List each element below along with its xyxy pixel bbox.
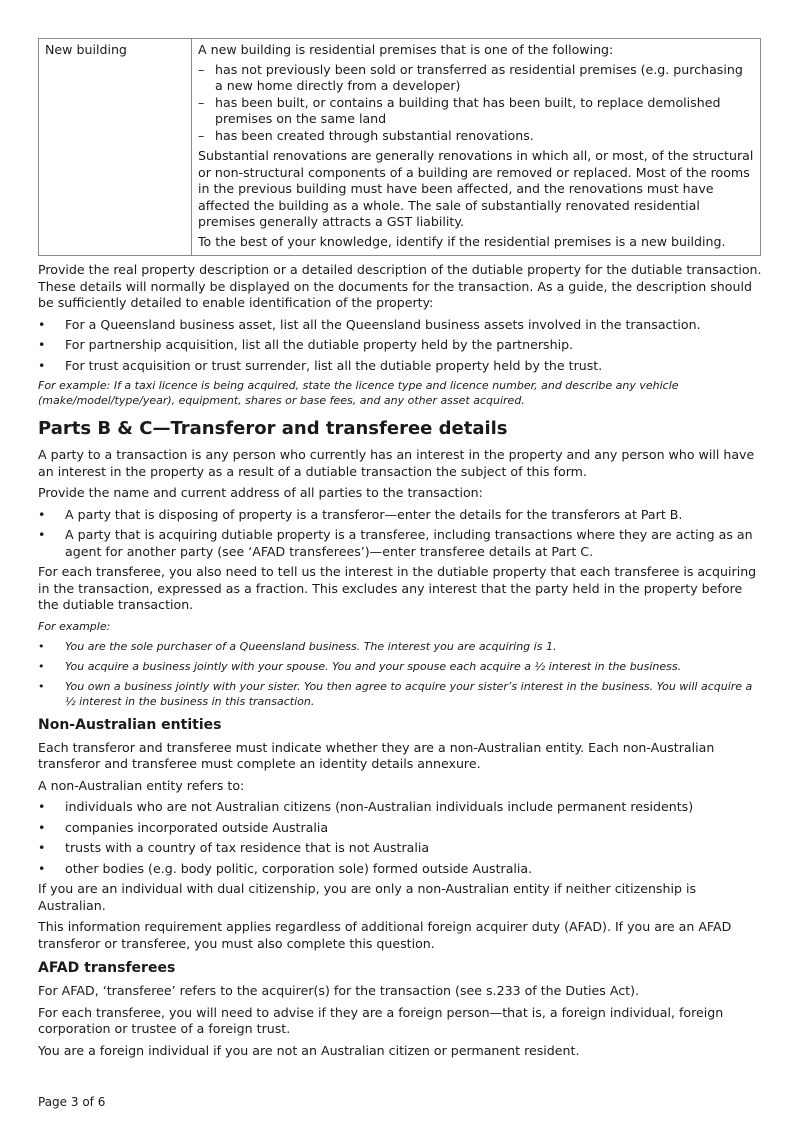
bullet-marker: • bbox=[38, 819, 46, 835]
page-number: Page 3 of 6 bbox=[38, 1095, 106, 1109]
bullet-marker: • bbox=[38, 337, 46, 352]
section-heading-parts-bc: Parts B & C—Transferor and transferee details bbox=[38, 418, 508, 439]
list-item: • You acquire a business jointly with your spouse. You and your spouse each acquire a ½ interest in the business. bbox=[38, 659, 682, 673]
paragraph: Provide the name and current address of all parties to the transaction: bbox=[38, 485, 483, 500]
list-item: – has been built, or contains a building that has been built, to replace demolished premises on the same land bbox=[198, 94, 721, 126]
example-bullet-list bbox=[38, 639, 762, 709]
definition-paragraph: Substantial renovations are generally renovations in which all, or most, of the structural or non-structural components of a building are removed or replaced. Most of the rooms in the previous building must have been affected, and the renovations must have affected the building as a whole. The sale of substantially renovated residential premises generally attracts a GST liability. bbox=[198, 148, 754, 229]
table-row bbox=[39, 39, 761, 256]
paragraph: You are a foreign individual if you are not an Australian citizen or permanent resident. bbox=[38, 1042, 580, 1058]
paragraph: Each transferor and transferee must indicate whether they are a non-Australian entity. Each non-Australian transferor and transferee must complete an identity details annexure. bbox=[38, 739, 715, 771]
dash-marker: – bbox=[198, 61, 205, 77]
example-label: For example: bbox=[38, 619, 111, 633]
list-item: • companies incorporated outside Australia bbox=[38, 819, 329, 835]
list-item: • A party that is acquiring dutiable property is a transferee, including transactions where they are acting as an agent for another party (see ‘AFAD transferees’)—enter transferee details at Part C. bbox=[38, 527, 753, 559]
bullet-marker: • bbox=[38, 316, 46, 332]
page-content bbox=[38, 38, 762, 1064]
list-item: – has been created through substantial renovations. bbox=[198, 127, 534, 143]
dash-marker: – bbox=[198, 127, 205, 143]
list-item: • For a Queensland business asset, list all the Queensland business assets involved in the transaction. bbox=[38, 316, 701, 332]
dash-list bbox=[198, 62, 754, 145]
list-item: • You own a business jointly with your sister. You then agree to acquire your sister’s interest in the business. You will acquire a ½ interest in the business in this transaction. bbox=[38, 679, 753, 708]
definition-intro: A new building is residential premises that is one of the following: bbox=[198, 42, 614, 57]
definition-paragraph: To the best of your knowledge, identify if the residential premises is a new building. bbox=[198, 233, 726, 249]
bullet-marker: • bbox=[38, 527, 46, 542]
subheading-non-australian: Non-Australian entities bbox=[38, 716, 222, 733]
paragraph: This information requirement applies regardless of additional foreign acquirer duty (AFAD). If you are an AFAD transferor or transferee, you must also complete this question. bbox=[38, 919, 732, 951]
dash-marker: – bbox=[198, 94, 205, 110]
bullet-marker: • bbox=[38, 357, 46, 373]
bullet-marker: • bbox=[38, 506, 46, 522]
paragraph: For AFAD, ‘transferee’ refers to the acquirer(s) for the transaction (see s.233 of the Duties Act). bbox=[38, 983, 640, 998]
list-item: • For partnership acquisition, list all the dutiable property held by the partnership. bbox=[38, 337, 574, 352]
list-item: • individuals who are not Australian citizens (non-Australian individuals include permanent residents) bbox=[38, 799, 694, 814]
property-bullet-list bbox=[38, 317, 762, 375]
paragraph: For each transferee, you will need to advise if they are a foreign person—that is, a foreign individual, foreign corporation or trustee of a foreign trust. bbox=[38, 1004, 724, 1036]
property-intro: Provide the real property description or a detailed description of the dutiable property for the dutiable transaction. These details will normally be displayed on the documents for the transaction. As a guide, the description should be sufficiently detailed to enable identification of the property: bbox=[38, 262, 762, 310]
list-item: • You are the sole purchaser of a Queensland business. The interest you are acquiring is 1. bbox=[38, 639, 557, 653]
paragraph: A party to a transaction is any person who currently has an interest in the property and any person who will have an interest in the property as a result of a dutiable transaction the subject of this form. bbox=[38, 447, 755, 479]
bullet-marker: • bbox=[38, 639, 45, 653]
bullet-marker: • bbox=[38, 679, 45, 693]
list-item: • trusts with a country of tax residence that is not Australia bbox=[38, 840, 430, 855]
bullet-marker: • bbox=[38, 799, 46, 814]
bullet-marker: • bbox=[38, 840, 46, 855]
paragraph: A non-Australian entity refers to: bbox=[38, 777, 245, 793]
entity-bullet-list bbox=[38, 799, 762, 877]
list-item: • other bodies (e.g. body politic, corporation sole) formed outside Australia. bbox=[38, 860, 533, 876]
definition-table bbox=[38, 38, 761, 256]
list-item: • For trust acquisition or trust surrender, list all the dutiable property held by the trust. bbox=[38, 357, 603, 373]
list-item: • A party that is disposing of property is a transferor—enter the details for the transferors at Part B. bbox=[38, 506, 683, 522]
list-item: – has not previously been sold or transferred as residential premises (e.g. purchasing a new home directly from a developer) bbox=[198, 61, 743, 93]
bullet-marker: • bbox=[38, 659, 45, 673]
property-example: For example: If a taxi licence is being acquired, state the licence type and licence number, and describe any vehicle (make/model/type/year), equipment, shares or base fees, and any other asset acquired. bbox=[38, 379, 679, 407]
definition-term: New building bbox=[39, 39, 192, 256]
paragraph: If you are an individual with dual citizenship, you are only a non-Australian entity if neither citizenship is Australian. bbox=[38, 881, 697, 913]
subheading-afad-transferees: AFAD transferees bbox=[38, 960, 176, 976]
definition-description bbox=[192, 39, 761, 256]
party-bullet-list bbox=[38, 507, 762, 561]
paragraph: For each transferee, you also need to tell us the interest in the dutiable property that each transferee is acquiring in the transaction, expressed as a fraction. This excludes any interest that the party held in the property before the dutiable transaction. bbox=[38, 564, 757, 612]
bullet-marker: • bbox=[38, 860, 46, 876]
